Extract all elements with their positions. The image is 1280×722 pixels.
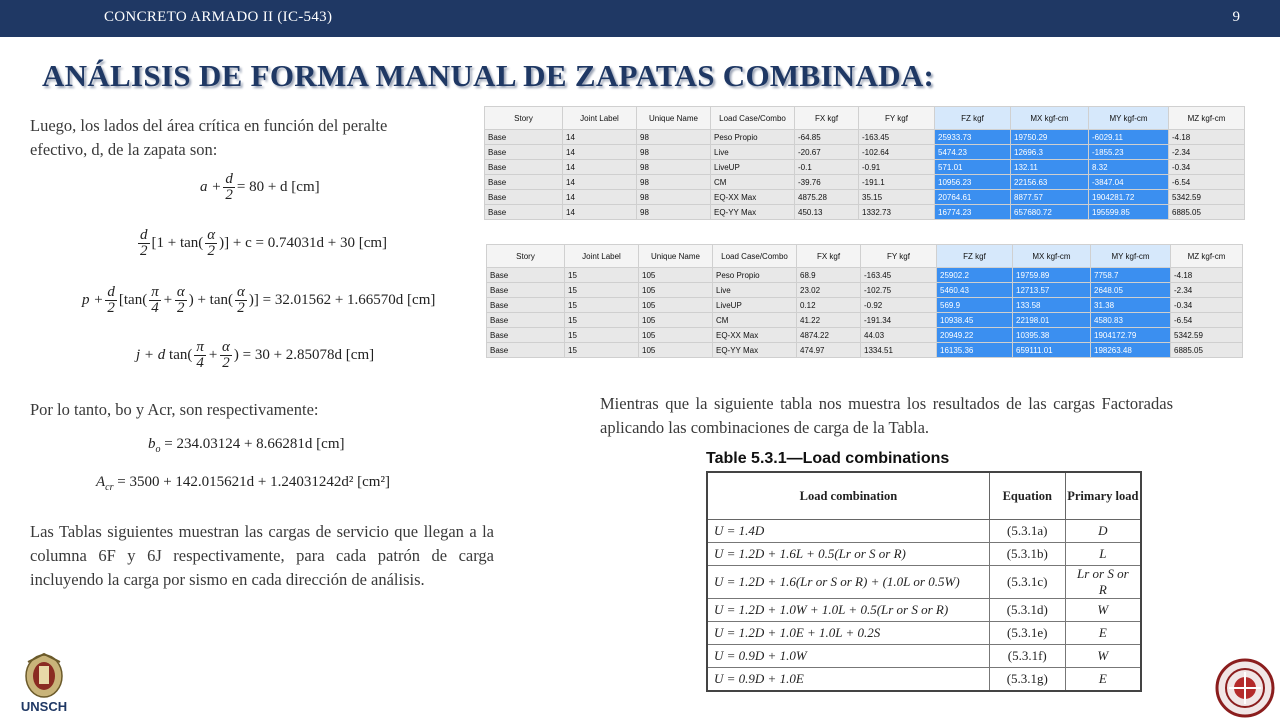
etabs-cell: 22156.63 [1011,175,1089,190]
etabs-cell: 19750.29 [1011,130,1089,145]
etabs-cell: -39.76 [795,175,859,190]
etabs-cell: 659111.01 [1013,343,1091,358]
etabs-cell: 31.38 [1091,298,1171,313]
etabs-row [487,328,1243,343]
slide-title: ANÁLISIS DE FORMA MANUAL DE ZAPATAS COMBINADA: [42,58,935,93]
etabs-cell: 5474.23 [935,145,1011,160]
etabs-cell: 132.11 [1011,160,1089,175]
formula-2-rhs: + c = 0.74031d + 30 [cm] [232,234,388,251]
load-table-cell: U = 0.9D + 1.0E [707,668,989,692]
etabs-cell: 2648.05 [1091,283,1171,298]
etabs-cell: 105 [639,313,713,328]
header-bar [0,0,1280,37]
etabs-cell: Base [487,313,565,328]
load-table-cell: W [1065,599,1141,622]
tables-paragraph: Las Tablas siguientes muestran las cargas de servicio que llegan a la columna 6F y 6J respectivamente, para cada patrón de carga incluyendo la carga por sismo en cada dirección de análisis. [30,522,494,589]
etabs-header-cell: FX kgf [797,245,861,268]
etabs-cell: 68.9 [797,268,861,283]
etabs-cell: 195599.85 [1089,205,1169,220]
etabs-cell: Base [487,268,565,283]
etabs-row [487,268,1243,283]
etabs-row [485,205,1245,220]
etabs-cell: 20764.61 [935,190,1011,205]
etabs-cell: 105 [639,298,713,313]
etabs-cell: 98 [637,190,711,205]
load-table-cell: U = 1.4D [707,520,989,543]
etabs-cell: 15 [565,328,639,343]
etabs-cell: 25902.2 [937,268,1013,283]
formula-4-rhs: = 30 + 2.85078d [cm] [242,346,375,363]
etabs-cell: CM [711,175,795,190]
etabs-cell: 7758.7 [1091,268,1171,283]
etabs-cell: -191.34 [861,313,937,328]
etabs-cell: 14 [563,205,637,220]
etabs-header-cell: FY kgf [861,245,937,268]
load-table-cell: U = 1.2D + 1.6(Lr or S or R) + (1.0L or 0.5W) [707,566,989,599]
etabs-cell: 1904172.79 [1091,328,1171,343]
etabs-cell: 8.32 [1089,160,1169,175]
etabs-row [487,343,1243,358]
etabs-cell: 12696.3 [1011,145,1089,160]
unsch-logo [14,652,74,718]
etabs-cell: EQ-XX Max [713,328,797,343]
etabs-cell: 105 [639,343,713,358]
etabs-cell: 5342.59 [1169,190,1245,205]
etabs-cell: -0.34 [1171,298,1243,313]
etabs-header-cell: Load Case/Combo [711,107,795,130]
etabs-cell: 10395.38 [1013,328,1091,343]
etabs-header-cell: MY kgf-cm [1091,245,1171,268]
etabs-cell: 20949.22 [937,328,1013,343]
etabs-header-cell: FY kgf [859,107,935,130]
etabs-cell: 4580.83 [1091,313,1171,328]
etabs-cell: 133.58 [1013,298,1091,313]
etabs-row [487,313,1243,328]
etabs-cell: -64.85 [795,130,859,145]
load-table-row [707,668,1141,692]
load-table-cell: D [1065,520,1141,543]
etabs-cell: 25933.73 [935,130,1011,145]
etabs-cell: -163.45 [861,268,937,283]
etabs-cell: -20.67 [795,145,859,160]
etabs-cell: 12713.57 [1013,283,1091,298]
factored-paragraph: Mientras que la siguiente tabla nos muestra los resultados de las cargas Factoradas aplicando las combinaciones de carga de la Tabla. [600,394,1173,437]
etabs-cell: -4.18 [1169,130,1245,145]
load-table-cell: U = 1.2D + 1.0W + 1.0L + 0.5(Lr or S or R) [707,599,989,622]
etabs-header-cell: FZ kgf [935,107,1011,130]
etabs-cell: LiveUP [713,298,797,313]
etabs-cell: -191.1 [859,175,935,190]
etabs-cell: Base [485,145,563,160]
etabs-cell: 0.12 [797,298,861,313]
etabs-row [485,145,1245,160]
course-title: CONCRETO ARMADO II (IC-543) [104,9,333,25]
page-number: 9 [1232,9,1240,25]
etabs-cell: 1334.51 [861,343,937,358]
etabs-cell: 44.03 [861,328,937,343]
etabs-cell: EQ-YY Max [711,205,795,220]
etabs-cell: 14 [563,190,637,205]
etabs-cell: 98 [637,130,711,145]
formula-3-rhs: = 32.01562 + 1.66570d [cm] [262,291,436,308]
etabs-cell: 4875.28 [795,190,859,205]
etabs-cell: Live [711,145,795,160]
etabs-cell: Base [485,160,563,175]
etabs-cell: 15 [565,298,639,313]
etabs-cell: Base [487,343,565,358]
faculty-seal-icon [1215,658,1275,718]
etabs-cell: -1855.23 [1089,145,1169,160]
formula-1-rhs: = 80 + d [cm] [236,178,320,195]
etabs-cell: -2.34 [1169,145,1245,160]
etabs-cell: Live [713,283,797,298]
etabs-cell: Base [487,328,565,343]
etabs-row [487,298,1243,313]
etabs-cell: EQ-YY Max [713,343,797,358]
load-table-cell: E [1065,668,1141,692]
etabs-cell: 198263.48 [1091,343,1171,358]
load-table-header: Load combination [707,472,989,520]
load-table-header: Primary load [1065,472,1141,520]
etabs-cell: -0.34 [1169,160,1245,175]
intro-paragraph: Luego, los lados del área crítica en función del peralte efectivo, d, de la zapata son: [30,116,388,159]
etabs-cell: 1332.73 [859,205,935,220]
etabs-cell: 98 [637,175,711,190]
etabs-header-cell: Story [487,245,565,268]
etabs-header-cell: MX kgf-cm [1013,245,1091,268]
acr-formula: $A_{cr} = 3500 + 142.015621d + 1.24031242d^2$ [cm²] [96,474,390,493]
etabs-cell: 105 [639,328,713,343]
load-table-cell: U = 1.2D + 1.0E + 1.0L + 0.2S [707,622,989,645]
load-table-row [707,599,1141,622]
load-table-cell: Lr or S or R [1065,566,1141,599]
etabs-cell: 15 [565,268,639,283]
load-table-row [707,622,1141,645]
etabs-cell: -0.92 [861,298,937,313]
formula-4: j + d tan( $\frac{\pi}{4}$ + $\frac{\alpha}{2}$ ) = 30 + 2.85078d [cm] [136,339,375,371]
load-table-cell: U = 0.9D + 1.0W [707,645,989,668]
etabs-row [485,160,1245,175]
etabs-header-cell: Load Case/Combo [713,245,797,268]
etabs-cell: 41.22 [797,313,861,328]
load-table-cell: (5.3.1g) [989,668,1065,692]
load-table-cell: (5.3.1d) [989,599,1065,622]
etabs-cell: 14 [563,175,637,190]
etabs-cell: Base [485,130,563,145]
load-combinations-table [706,471,1142,692]
etabs-cell: 474.97 [797,343,861,358]
etabs-cell: -2.34 [1171,283,1243,298]
etabs-row [485,175,1245,190]
etabs-cell: LiveUP [711,160,795,175]
etabs-cell: -3847.04 [1089,175,1169,190]
etabs-header-cell: Joint Label [565,245,639,268]
load-table-cell: (5.3.1f) [989,645,1065,668]
etabs-table-column-6j [486,244,1243,358]
etabs-cell: 16135.36 [937,343,1013,358]
etabs-cell: Base [487,298,565,313]
etabs-cell: 1904281.72 [1089,190,1169,205]
etabs-header-cell: Unique Name [637,107,711,130]
etabs-row [487,283,1243,298]
etabs-cell: -4.18 [1171,268,1243,283]
etabs-header-cell: FX kgf [795,107,859,130]
load-table-cell: (5.3.1e) [989,622,1065,645]
etabs-cell: 6885.05 [1171,343,1243,358]
etabs-cell: Base [487,283,565,298]
etabs-table-column-6f [484,106,1245,220]
etabs-cell: Peso Propio [713,268,797,283]
etabs-cell: 15 [565,343,639,358]
load-table-row [707,543,1141,566]
therefore-paragraph: Por lo tanto, bo y Acr, son respectivamente: [30,400,319,419]
load-table-cell: U = 1.2D + 1.6L + 0.5(Lr or S or R) [707,543,989,566]
etabs-cell: -0.91 [859,160,935,175]
etabs-cell: -6.54 [1171,313,1243,328]
etabs-cell: 571.01 [935,160,1011,175]
etabs-cell: 5342.59 [1171,328,1243,343]
load-table-row [707,520,1141,543]
etabs-header-cell: Unique Name [639,245,713,268]
etabs-row [485,130,1245,145]
load-table-cell: W [1065,645,1141,668]
etabs-header-cell: Story [485,107,563,130]
etabs-cell: 14 [563,160,637,175]
etabs-cell: Base [485,205,563,220]
etabs-cell: 10938.45 [937,313,1013,328]
etabs-cell: 98 [637,145,711,160]
etabs-cell: 15 [565,313,639,328]
formula-2: $\frac{d}{2}$ [1 + tan( $\frac{\alpha}{2}$ )] + c = 0.74031d + 30 [cm] [140,227,388,259]
etabs-header-cell: Joint Label [563,107,637,130]
etabs-cell: -0.1 [795,160,859,175]
load-table-row [707,566,1141,599]
bo-formula: $b_o = 234.03124 + 8.66281d$ [cm] [148,436,345,455]
etabs-cell: 105 [639,268,713,283]
etabs-cell: 569.9 [937,298,1013,313]
etabs-header-cell: MZ kgf-cm [1169,107,1245,130]
etabs-cell: 6885.05 [1169,205,1245,220]
formula-1: a + $\frac{d}{2}$ = 80 + d [cm] [200,171,320,203]
etabs-cell: Base [485,190,563,205]
etabs-row [485,190,1245,205]
etabs-cell: 105 [639,283,713,298]
etabs-cell: Base [485,175,563,190]
load-table-row [707,645,1141,668]
load-table-cell: E [1065,622,1141,645]
etabs-cell: 23.02 [797,283,861,298]
etabs-cell: 14 [563,130,637,145]
etabs-cell: 14 [563,145,637,160]
etabs-cell: 8877.57 [1011,190,1089,205]
etabs-cell: CM [713,313,797,328]
etabs-cell: -102.64 [859,145,935,160]
load-table-cell: (5.3.1a) [989,520,1065,543]
etabs-cell: 15 [565,283,639,298]
etabs-cell: 5460.43 [937,283,1013,298]
etabs-cell: 35.15 [859,190,935,205]
load-table-cell: (5.3.1c) [989,566,1065,599]
etabs-cell: 98 [637,205,711,220]
etabs-header-cell: MZ kgf-cm [1171,245,1243,268]
etabs-header-cell: MX kgf-cm [1011,107,1089,130]
etabs-cell: 98 [637,160,711,175]
unsch-logo-text: UNSCH [20,699,68,714]
etabs-cell: -6.54 [1169,175,1245,190]
etabs-cell: 450.13 [795,205,859,220]
etabs-cell: 19759.89 [1013,268,1091,283]
etabs-cell: 657680.72 [1011,205,1089,220]
etabs-cell: EQ-XX Max [711,190,795,205]
load-table-header: Equation [989,472,1065,520]
load-table-cell: L [1065,543,1141,566]
etabs-cell: 10956.23 [935,175,1011,190]
etabs-cell: 22198.01 [1013,313,1091,328]
etabs-cell: -102.75 [861,283,937,298]
load-table-cell: (5.3.1b) [989,543,1065,566]
etabs-cell: 4874.22 [797,328,861,343]
formula-3: p + $\frac{d}{2}$ [tan( $\frac{\pi}{4}$ + $\frac{\alpha}{2}$ ) + tan( $\frac{\alpha}{2}$ )] = 32.01562 + 1.66570d [cm] [82,284,436,316]
etabs-cell: -6029.11 [1089,130,1169,145]
load-combinations-title: Table 5.3.1—Load combinations [706,450,950,467]
etabs-header-cell: FZ kgf [937,245,1013,268]
etabs-cell: Peso Propio [711,130,795,145]
etabs-header-cell: MY kgf-cm [1089,107,1169,130]
etabs-cell: 16774.23 [935,205,1011,220]
etabs-cell: -163.45 [859,130,935,145]
